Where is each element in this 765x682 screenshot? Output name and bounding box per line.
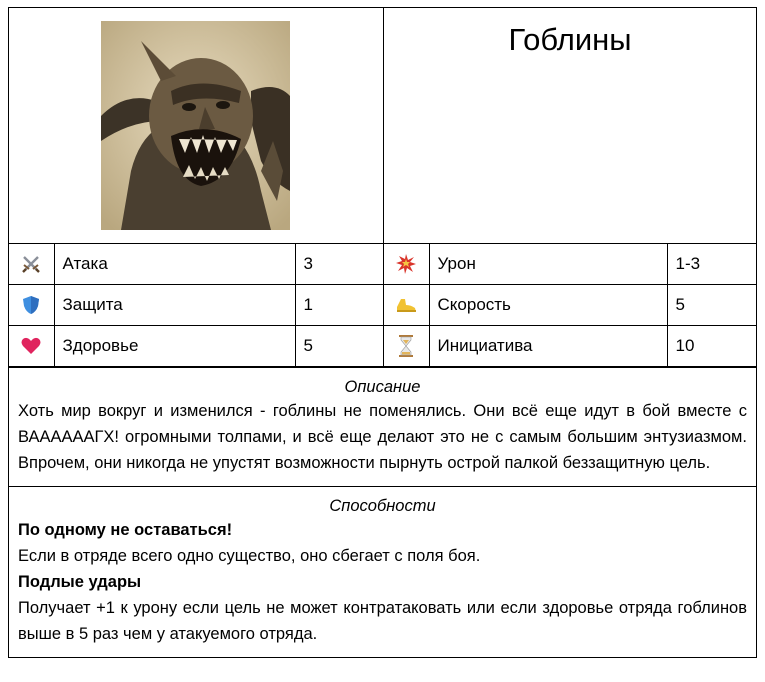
creature-name: Гоблины <box>508 22 632 57</box>
ability-name: По одному не оставаться! <box>18 521 233 539</box>
stat-value-attack: 3 <box>295 244 383 285</box>
abilities-section <box>9 486 756 657</box>
card-header <box>9 8 756 244</box>
boot-icon <box>383 285 429 326</box>
stat-label-initiative: Инициатива <box>429 326 667 367</box>
creature-card <box>8 7 757 658</box>
shield-icon <box>9 285 54 326</box>
heart-icon <box>9 326 54 367</box>
crossed-swords-icon <box>9 244 54 285</box>
ability-name: Подлые удары <box>18 573 142 591</box>
description-section <box>9 367 756 486</box>
title-cell <box>384 8 756 243</box>
stat-label-attack: Атака <box>54 244 295 285</box>
goblin-portrait <box>101 21 290 230</box>
stat-value-health: 5 <box>295 326 383 367</box>
explosion-icon <box>383 244 429 285</box>
stats-row <box>9 285 756 326</box>
ability-text: Если в отряде всего одно существо, оно сбегает с поля боя. <box>18 547 481 565</box>
stat-label-health: Здоровье <box>54 326 295 367</box>
description-title: Описание <box>344 378 421 396</box>
hourglass-icon <box>383 326 429 367</box>
portrait-cell <box>9 8 384 243</box>
stats-row <box>9 244 756 285</box>
stat-label-damage: Урон <box>429 244 667 285</box>
stat-label-speed: Скорость <box>429 285 667 326</box>
stat-value-initiative: 10 <box>667 326 756 367</box>
stat-value-defense: 1 <box>295 285 383 326</box>
abilities-title: Способности <box>329 497 436 515</box>
ability-text: Получает +1 к урону если цель не может контратаковать или если здоровье отряда гоблинов выше в 5 раз чем у атакуемого отряда. <box>18 599 747 643</box>
stats-table <box>9 244 756 367</box>
stat-label-defense: Защита <box>54 285 295 326</box>
stats-row <box>9 326 756 367</box>
stat-value-damage: 1-3 <box>667 244 756 285</box>
description-text: Хоть мир вокруг и изменился - гоблины не поменялись. Они всё еще идут в бой вместе с ВААААААГХ! огромными толпами, и всё еще делают это не с самым большим энтузиазмом. Впрочем, они никогда не упустят возможности пырнуть острой палкой беззащитную цель. <box>18 402 747 472</box>
stat-value-speed: 5 <box>667 285 756 326</box>
